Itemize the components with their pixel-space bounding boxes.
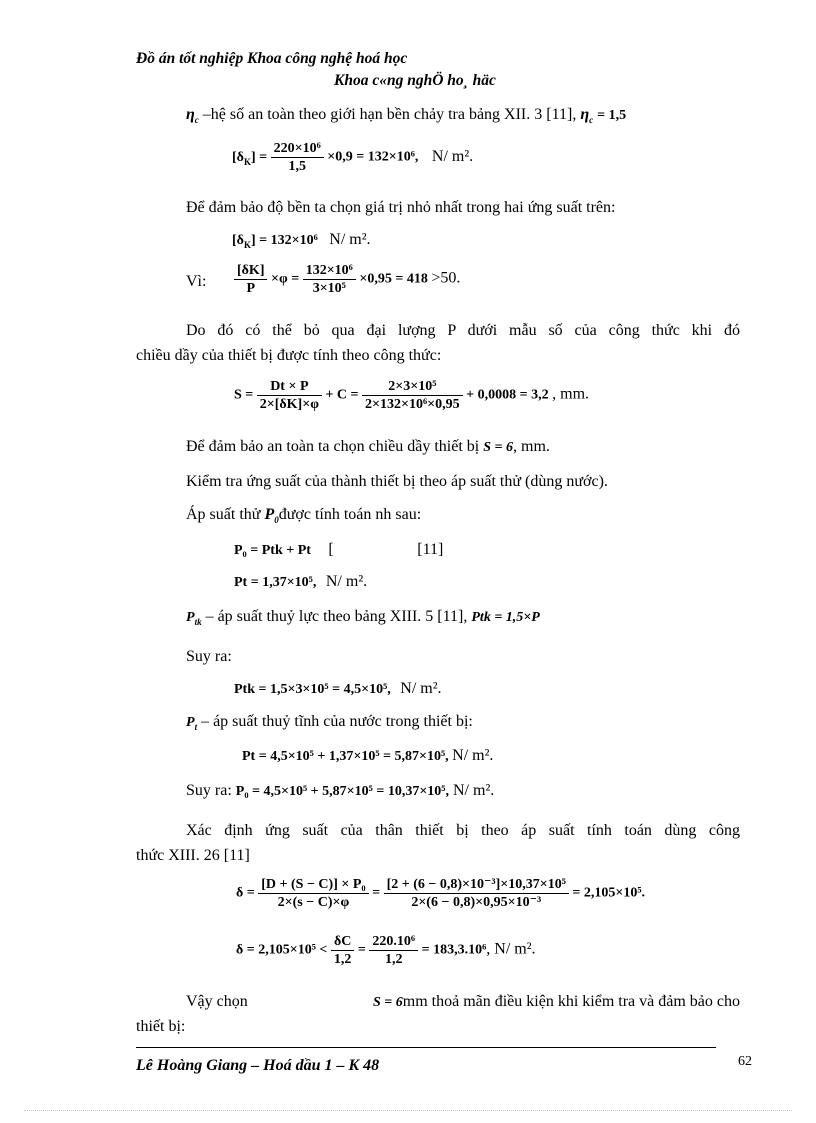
equation-2: $[\delta_K] = 132\times 10^6$ N/ m². [232, 231, 371, 250]
eq11-rest: = 183,3.10⁶ [421, 942, 487, 958]
eq4-denominator-1: 2×[δK]×φ [259, 397, 319, 412]
ptk-def-text: – áp suất thuỷ lực theo bảng XIII. 5 [11], [205, 608, 468, 625]
ptk-eq: Ptk = 1,5×P [471, 610, 540, 625]
equation-10: δ = $\frac{\text{[D + (S − C)] × P₀}}{2\times(s - C)\times\varphi}$ = $\frac{\text{[2 + (6 − 0,8)×10⁻³]×10,37×10⁵}}{\text{2×(6 − 0,8)×0,95×10⁻³}}$ = 2,105×10⁵. [236, 877, 646, 910]
para3-unit: , mm. [513, 438, 550, 455]
eq11-denominator-2: 1,2 [384, 952, 403, 967]
eq6-value: Pt = 1,37×10⁵, [234, 575, 317, 590]
eta-def-text: –hệ số an toàn theo giới hạn bền chảy tra bảng XII. 3 [11], [202, 106, 577, 123]
equation-4 [234, 378, 589, 413]
paragraph-6-line-1: Xác định ứng suất của thân thiết bị theo áp suất tính toán dùng công [186, 822, 740, 839]
eq11-unit: , N/ m². [486, 940, 536, 958]
eq2-unit: N/ m². [329, 231, 371, 248]
eq3-denominator-2: 3×10⁵ [312, 281, 346, 296]
eq8-unit: N/ m². [452, 747, 494, 764]
paragraph-4: Kiểm tra ứng suất của thành thiết bị theo áp suất thử (dùng nước). [186, 473, 608, 490]
eq1-unit: N/ m². [431, 147, 474, 165]
paragraph-3 [186, 438, 550, 456]
eq1-numerator: 220×10⁶ [271, 140, 324, 158]
eq1-denominator: 1,5 [288, 159, 306, 174]
equation-6 [234, 573, 367, 591]
eq11-left: δ = 2,105×10⁵ < [236, 942, 328, 958]
paragraph-7-line-2: thiết bị: [136, 1018, 186, 1035]
eta-value: = 1,5 [597, 108, 627, 123]
footer-author: Lê Hoàng Giang – Hoá dầu 1 – K 48 [136, 1057, 380, 1074]
equation-7 [234, 680, 442, 698]
header-title: Đồ án tốt nghiệp Khoa công nghệ hoá học [136, 50, 408, 67]
eq3-rest: ×0,95 = 418 [359, 271, 428, 287]
eq6-unit: N/ m². [325, 573, 368, 590]
eq4-numerator-1: Dt × P [257, 378, 322, 396]
eq10-left: δ = [236, 885, 255, 901]
eq3-numerator-2: 132×10⁶ [303, 262, 356, 280]
footer-divider [136, 1047, 716, 1048]
eq4-mid: + C = [325, 387, 359, 403]
pt-def-text: – áp suất thuỷ tĩnh của nước trong thiết bị: [201, 713, 473, 730]
paragraph-6-line-2: thức XIII. 26 [11] [136, 847, 250, 864]
eq9-unit: N/ m². [453, 782, 495, 799]
eta-symbol: $\eta_c$ [186, 106, 199, 126]
para3-text: Để đảm bảo an toàn ta chọn chiều dầy thiết bị [186, 438, 480, 455]
equation-8 [242, 747, 493, 765]
equation-9 [186, 782, 494, 800]
para7-eq: S = 6 [372, 995, 403, 1010]
eq7-unit: N/ m². [400, 680, 442, 697]
eq3-tail: >50. [431, 269, 461, 287]
paragraph-2-line-1: Do đó có thể bỏ qua đại lượng P dưới mẫu số của công thức khi đó [186, 322, 740, 339]
eq4-numerator-2: 2×3×10⁵ [362, 378, 463, 396]
equation-1: $[\delta_K]$ = $\frac{\text{220×10⁶}}{1,5}$ ×0,9 = 132×10⁶, N/ m². [232, 141, 474, 174]
eq3-mid: ×φ = [270, 271, 300, 287]
para5-b: được tính toán nh sau: [278, 506, 422, 523]
eq5-value: P₀ = Ptk + Pt [234, 543, 311, 558]
eq4-denominator-2: 2×132×10⁶×0,95 [365, 397, 460, 412]
eta-definition [186, 106, 626, 125]
equation-11: δ = 2,105×10⁵ < $\frac{\delta C}{1,2}$ = $\frac{\text{220.10⁶}}{1,2}$ = 183,3.10⁶, N/ m². [236, 934, 536, 967]
eq3-denominator-1: P [246, 281, 256, 296]
eq11-numerator-2: 220.10⁶ [369, 933, 418, 951]
para7-a: Vậy chọn [186, 993, 248, 1010]
eq3-numerator-1: [δK] [234, 262, 267, 280]
eq10-numerator-1: [D + (S − C)] × P₀ [258, 876, 368, 894]
suyra-2: Suy ra: [186, 782, 232, 799]
header-subtitle: Khoa c«ng nghÖ ho¸ häc [334, 72, 496, 89]
eq2-value: = 132×10⁶ [259, 233, 318, 248]
eq7-value: Ptk = 1,5×3×10⁵ = 4,5×10⁵, [234, 682, 391, 697]
ptk-definition: $P_{tk}$ – áp suất thuỷ lực theo bảng XIII. 5 [11], Ptk = 1,5×P [186, 608, 540, 627]
eq1-rest: ×0,9 = 132×10⁶, [327, 149, 419, 165]
eq5-ref: [11] [417, 541, 444, 558]
eq4-rest: + 0,0008 = 3,2 [466, 387, 549, 403]
eq5-bracket: [ [328, 541, 334, 558]
eq11-numerator-1: δC [331, 933, 355, 951]
pt-definition: $P_t$ – áp suất thuỷ tĩnh của nước trong thiết bị: [186, 713, 473, 732]
eta-symbol-2: $\eta_c$ [580, 106, 594, 126]
page-bottom-dotted-border [24, 1110, 792, 1111]
eq8-value: Pt = 4,5×10⁵ + 1,37×10⁵ = 5,87×10⁵, [242, 749, 449, 764]
para7-b: mm thoả mãn điều kiện khi kiểm tra và đảm bảo cho [402, 993, 740, 1010]
vi-label: Vì: [186, 273, 207, 290]
equation-5 [234, 541, 443, 559]
paragraph-7-line-1 [186, 993, 740, 1011]
eq11-denominator-1: 1,2 [333, 952, 352, 967]
eq10-rest: = 2,105×10⁵. [572, 885, 646, 901]
eq10-numerator-2: [2 + (6 − 0,8)×10⁻³]×10,37×10⁵ [384, 876, 569, 894]
paragraph-5: Áp suất thử $P_0được$ tính toán nh sau: [186, 506, 422, 526]
eq9-value: P₀ = 4,5×10⁵ + 5,87×10⁵ = 10,37×10⁵, [235, 784, 449, 799]
suyra-1: Suy ra: [186, 648, 232, 665]
para3-eq: S = 6 [483, 440, 513, 455]
eq10-denominator-2: 2×(6 − 0,8)×0,95×10⁻³ [411, 895, 542, 910]
equation-3 [234, 262, 460, 297]
eq4-left: S = [234, 387, 254, 403]
paragraph-1: Để đảm bảo độ bền ta chọn giá trị nhỏ nhất trong hai ứng suất trên: [186, 199, 616, 216]
eq10-denominator-1: 2×(s − C)×φ [277, 895, 350, 910]
para5-a: Áp suất thử [186, 506, 261, 523]
page-number: 62 [738, 1054, 752, 1069]
paragraph-2-line-2: chiều dầy của thiết bị được tính theo công thức: [136, 347, 442, 364]
eq4-unit: , mm. [552, 385, 590, 403]
